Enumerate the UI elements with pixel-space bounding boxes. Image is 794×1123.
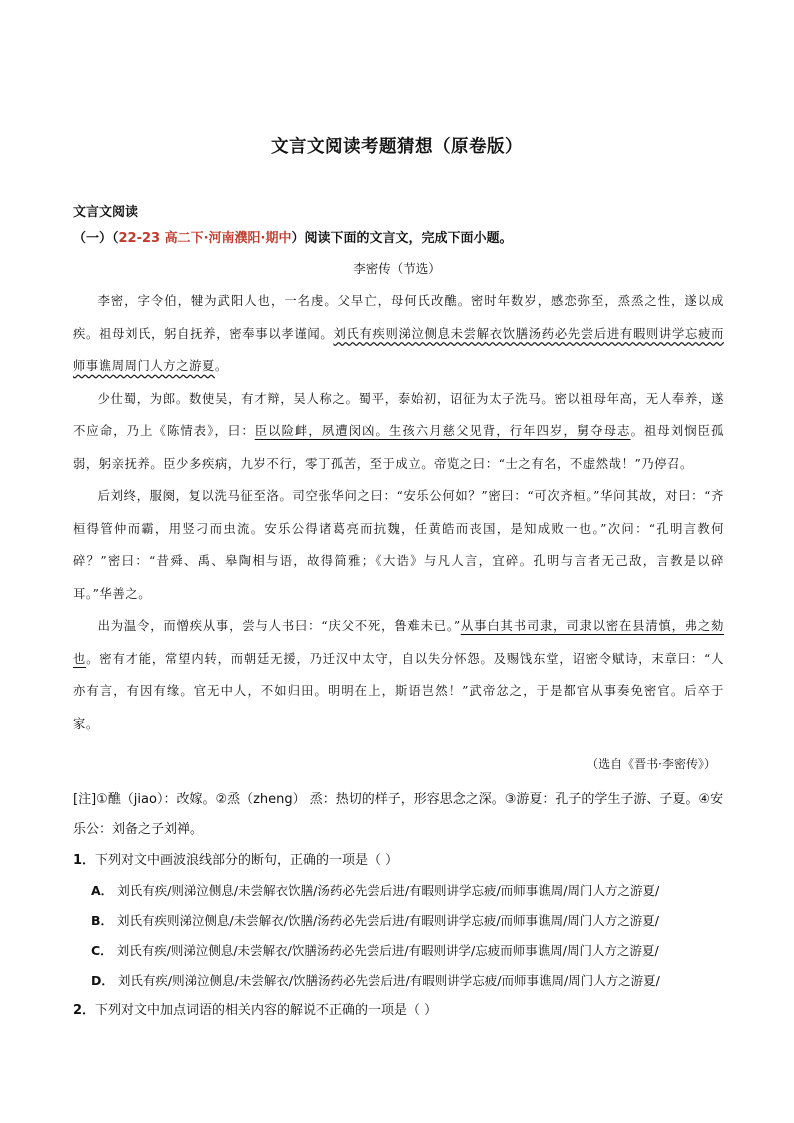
option-text: 刘氏有疾/则涕泣侧息/未尝解衣/饮膳汤药必先尝后进/有暇则讲学忘疲/而师事谯周/周门人方之游夏/ — [117, 973, 660, 988]
passage-paragraph-4 — [73, 610, 724, 740]
question-source: 22-23 高二下·河南濮阳·期中 — [118, 231, 292, 246]
option-letter: C． — [91, 943, 113, 958]
option-text: 刘氏有疾则涕泣侧息/未尝解衣/饮膳/汤药必先尝后进/有暇则讲学忘疲/而师事谯周/周门人方之游夏/ — [117, 913, 660, 928]
question-1-stem — [73, 846, 733, 876]
question-text: 下列对文中加点词语的相关内容的解说不正确的一项是（ ） — [95, 1003, 438, 1018]
passage-text: 李密，字令伯，犍为武阳人也，一名虔。父早亡，母何氏改醮。密时年数岁，感恋弥至，烝烝之性，遂以成疾。祖母刘氏，躬自抚养，密奉事以孝谨闻。 — [73, 294, 724, 341]
question-2-stem — [73, 996, 733, 1026]
underlined-text: 臣以险衅，夙遭闵凶。生孩六月慈父见背，行年四岁，舅夺母志 — [254, 424, 631, 438]
underlined-text: 从事白其书司隶，司隶以密在县清慎，弗之劾也 — [73, 619, 724, 666]
passage-text: 。 — [214, 359, 228, 373]
option-letter: B． — [91, 913, 114, 928]
question-1-option-c[interactable] — [73, 936, 733, 966]
question-text: 下列对文中画波浪线部分的断句，正确的一项是（ ） — [95, 853, 399, 868]
passage-paragraph-2 — [73, 383, 724, 481]
question-intro-prefix: （一）（ — [73, 231, 119, 246]
option-letter: D． — [91, 973, 114, 988]
passage-paragraph-3: 后刘终，服阕，复以洗马征至洛。司空张华问之曰：“安乐公何如？”密曰：“可次齐桓。”华问其故，对曰：“齐桓得管仲而霸，用竖刁而虫流。安乐公得诸葛亮而抗魏，任黄皓而丧国，是知成败一也。”次问：“孔明言教何碎？”密曰：“昔舜、禹、皋陶相与语，故得简雅；《大诰》与凡人言，宜碎。孔明与言者无己敌，言教是以碎耳。”华善之。 — [73, 489, 724, 601]
passage-body — [73, 285, 724, 740]
annotation-notes: [注]①醮（jiao）：改嫁。②烝（zheng） 烝：热切的样子，形容思念之深。③游夏：孔子的学生子游、子夏。④安乐公：刘备之子刘禅。 — [73, 792, 724, 837]
passage-text: 。祖母刘悯臣孤弱，躬亲抚养。臣少多疾病，九岁不行，零丁孤苦，至于成立。帝览之曰：“士之有名，不虚然哉！”乃停召。 — [73, 424, 724, 471]
question-number: 2． — [73, 1003, 96, 1018]
passage-paragraph-1 — [73, 285, 724, 383]
passage-text: 出为温令，而憎疾从事，尝与人书曰：“庆父不死，鲁难未已。” — [97, 619, 461, 633]
document-title: 文言文阅读考题猜想（原卷版） — [271, 137, 523, 157]
option-text: 刘氏有疾/则涕泣侧息/未尝解衣/饮膳汤药必先尝后进/有暇则讲学/忘疲而师事谯周/周门人方之游夏/ — [116, 943, 659, 958]
question-1-option-a[interactable] — [73, 876, 733, 906]
questions-list — [73, 846, 733, 1026]
question-intro-suffix: ）阅读下面的文言文，完成下面小题。 — [291, 231, 513, 246]
option-letter: A． — [91, 883, 114, 898]
question-1-option-d[interactable] — [73, 966, 733, 996]
wavy-underlined-text: 刘氏有疾则涕泣侧息未尝解衣饮膳汤药必先尝后进有暇则讲学忘疲而师事谯周周门人方之游夏 — [73, 326, 724, 373]
passage-title: 李密传（节选） — [353, 261, 441, 276]
passage-source: （选自《晋书·李密传》） — [586, 757, 716, 771]
passage-text: 少仕蜀，为郎。数使吴，有才辩，吴人称之。蜀平，泰始初，诏征为太子洗马。密以祖母年高，无人奉养，遂不应命，乃上《陈情表》，曰： — [73, 391, 724, 438]
section-heading: 文言文阅读 — [73, 205, 139, 220]
option-text: 刘氏有疾/则涕泣侧息/未尝解衣饮膳/汤药必先尝后进/有暇则讲学忘疲/而师事谯周/周门人方之游夏/ — [117, 883, 660, 898]
question-number: 1． — [73, 853, 96, 868]
question-intro — [73, 227, 513, 246]
question-1-option-b[interactable] — [73, 906, 733, 936]
passage-text: 。密有才能，常望内转，而朝廷无援，乃迁汉中太守，自以失分怀怨。及赐饯东堂，诏密令赋诗，末章曰：“人亦有言，有因有缘。官无中人，不如归田。明明在上，斯语岂然！”武帝忿之，于是都官从事奏免密官。后卒于家。 — [73, 651, 724, 731]
